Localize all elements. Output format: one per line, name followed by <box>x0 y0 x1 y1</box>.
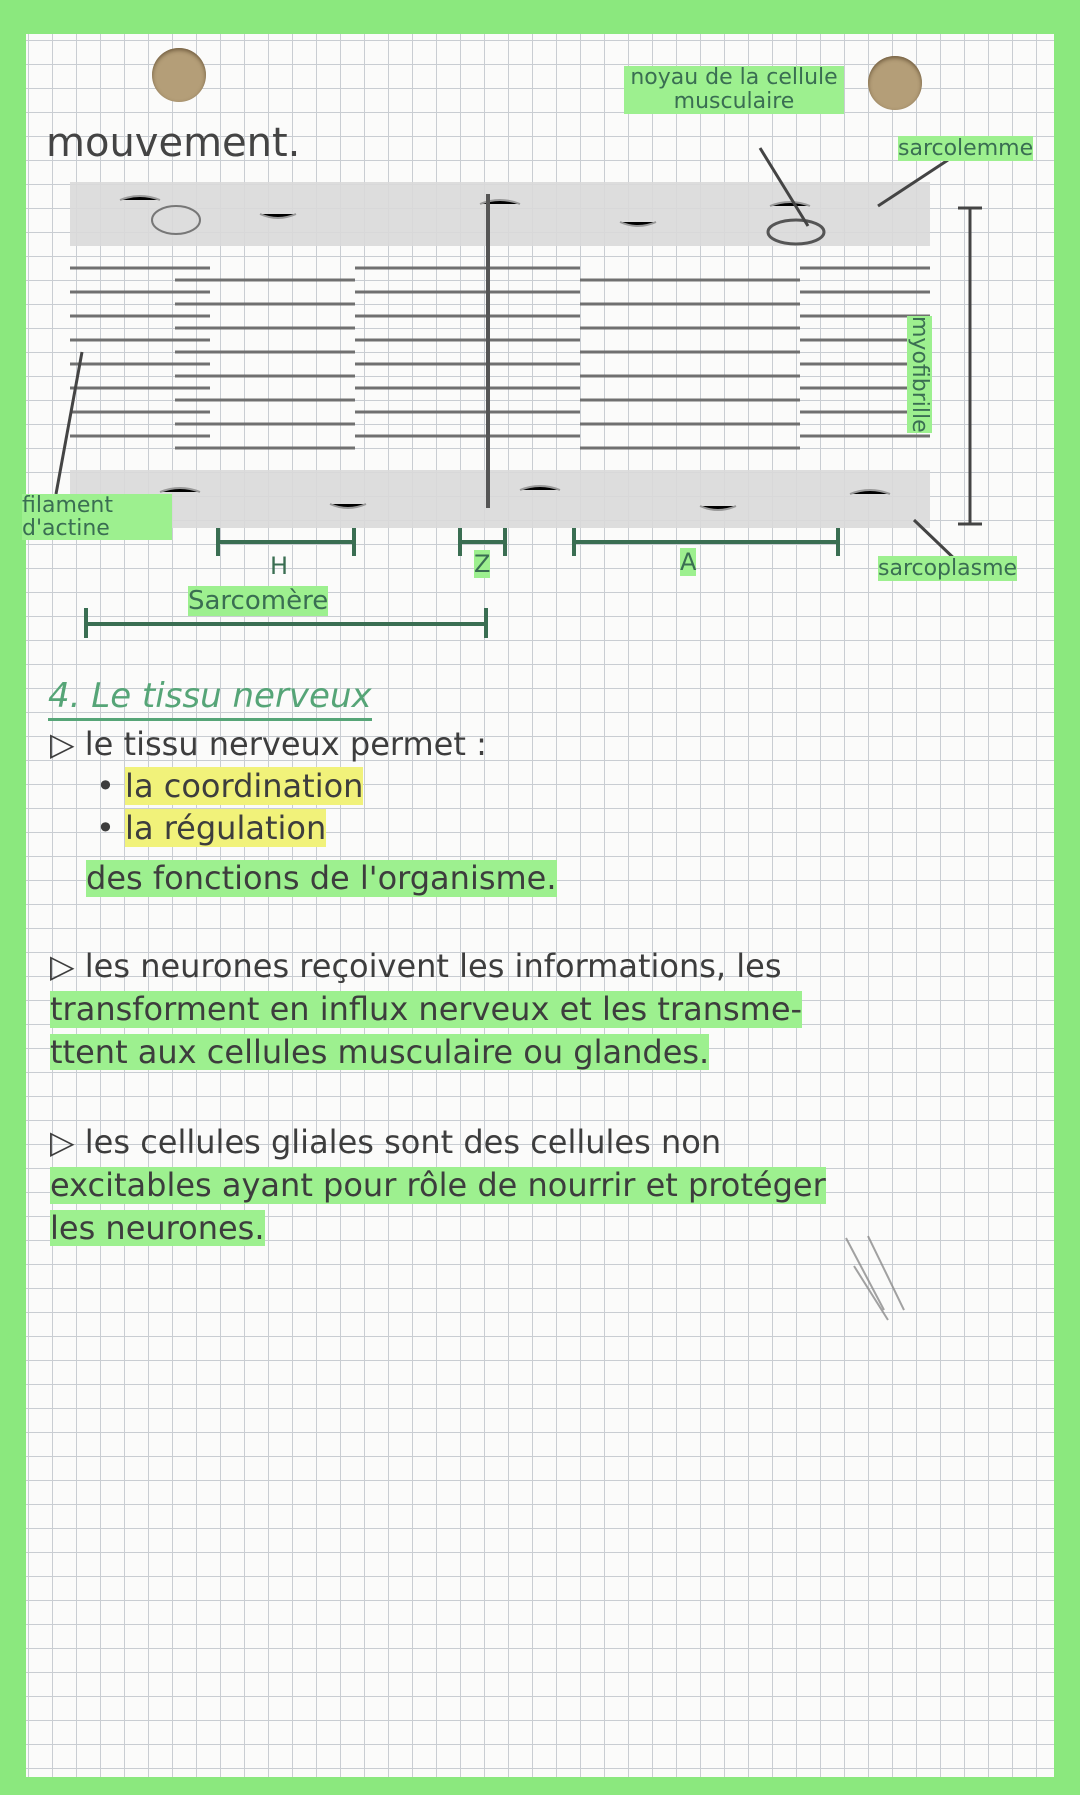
label-a: A <box>680 548 697 576</box>
paragraph-line: les neurones. <box>50 1208 265 1247</box>
dot-bullet-icon: • <box>96 767 115 805</box>
triangle-bullet-icon: ▷ <box>50 725 75 763</box>
triangle-bullet-icon: ▷ <box>50 947 75 985</box>
label-filament: filament d'actine <box>22 494 172 540</box>
intro-text: le tissu nerveux permet : <box>84 725 487 763</box>
sarcoplasm-band-bottom <box>70 470 930 528</box>
paragraph-glia <box>50 1124 1030 1246</box>
bullet-item <box>96 768 363 805</box>
section-title: 4. Le tissu nerveux <box>48 676 372 721</box>
paragraph-line: ttent aux cellules musculaire ou glandes. <box>50 1032 710 1071</box>
bullet-text: la coordination <box>125 767 364 805</box>
bullet-item <box>96 810 326 847</box>
myofilaments <box>70 268 930 448</box>
label-myofibrille: myofibrille <box>907 316 932 433</box>
dot-bullet-icon: • <box>96 809 115 847</box>
paragraph-line: excitables ayant pour rôle de nourrir et protéger <box>50 1165 826 1204</box>
section-conclusion: des fonctions de l'organisme. <box>86 859 557 897</box>
label-sarcolemme: sarcolemme <box>898 136 1034 161</box>
paragraph-line <box>50 948 1030 985</box>
section-intro <box>50 726 487 763</box>
label-sarcomere: Sarcomère <box>188 586 329 616</box>
dimension-bars <box>86 528 838 638</box>
label-noyau: noyau de la cellule musculaire <box>624 66 844 114</box>
label-z: Z <box>474 550 491 578</box>
paragraph-line: transforment en influx nerveux et les transme- <box>50 989 803 1028</box>
paragraph-line-text: les neurones reçoivent les informations, les <box>84 947 782 985</box>
paragraph-line <box>50 1124 1030 1161</box>
triangle-bullet-icon: ▷ <box>50 1123 75 1161</box>
paragraph-line-text: les cellules gliales sont des cellules non <box>84 1123 722 1161</box>
label-h: H <box>270 552 289 580</box>
bullet-text: la régulation <box>125 809 327 847</box>
paragraph-neurones <box>50 948 1030 1070</box>
header-word: mouvement. <box>46 120 301 166</box>
label-sarcoplasme: sarcoplasme <box>878 556 1018 581</box>
